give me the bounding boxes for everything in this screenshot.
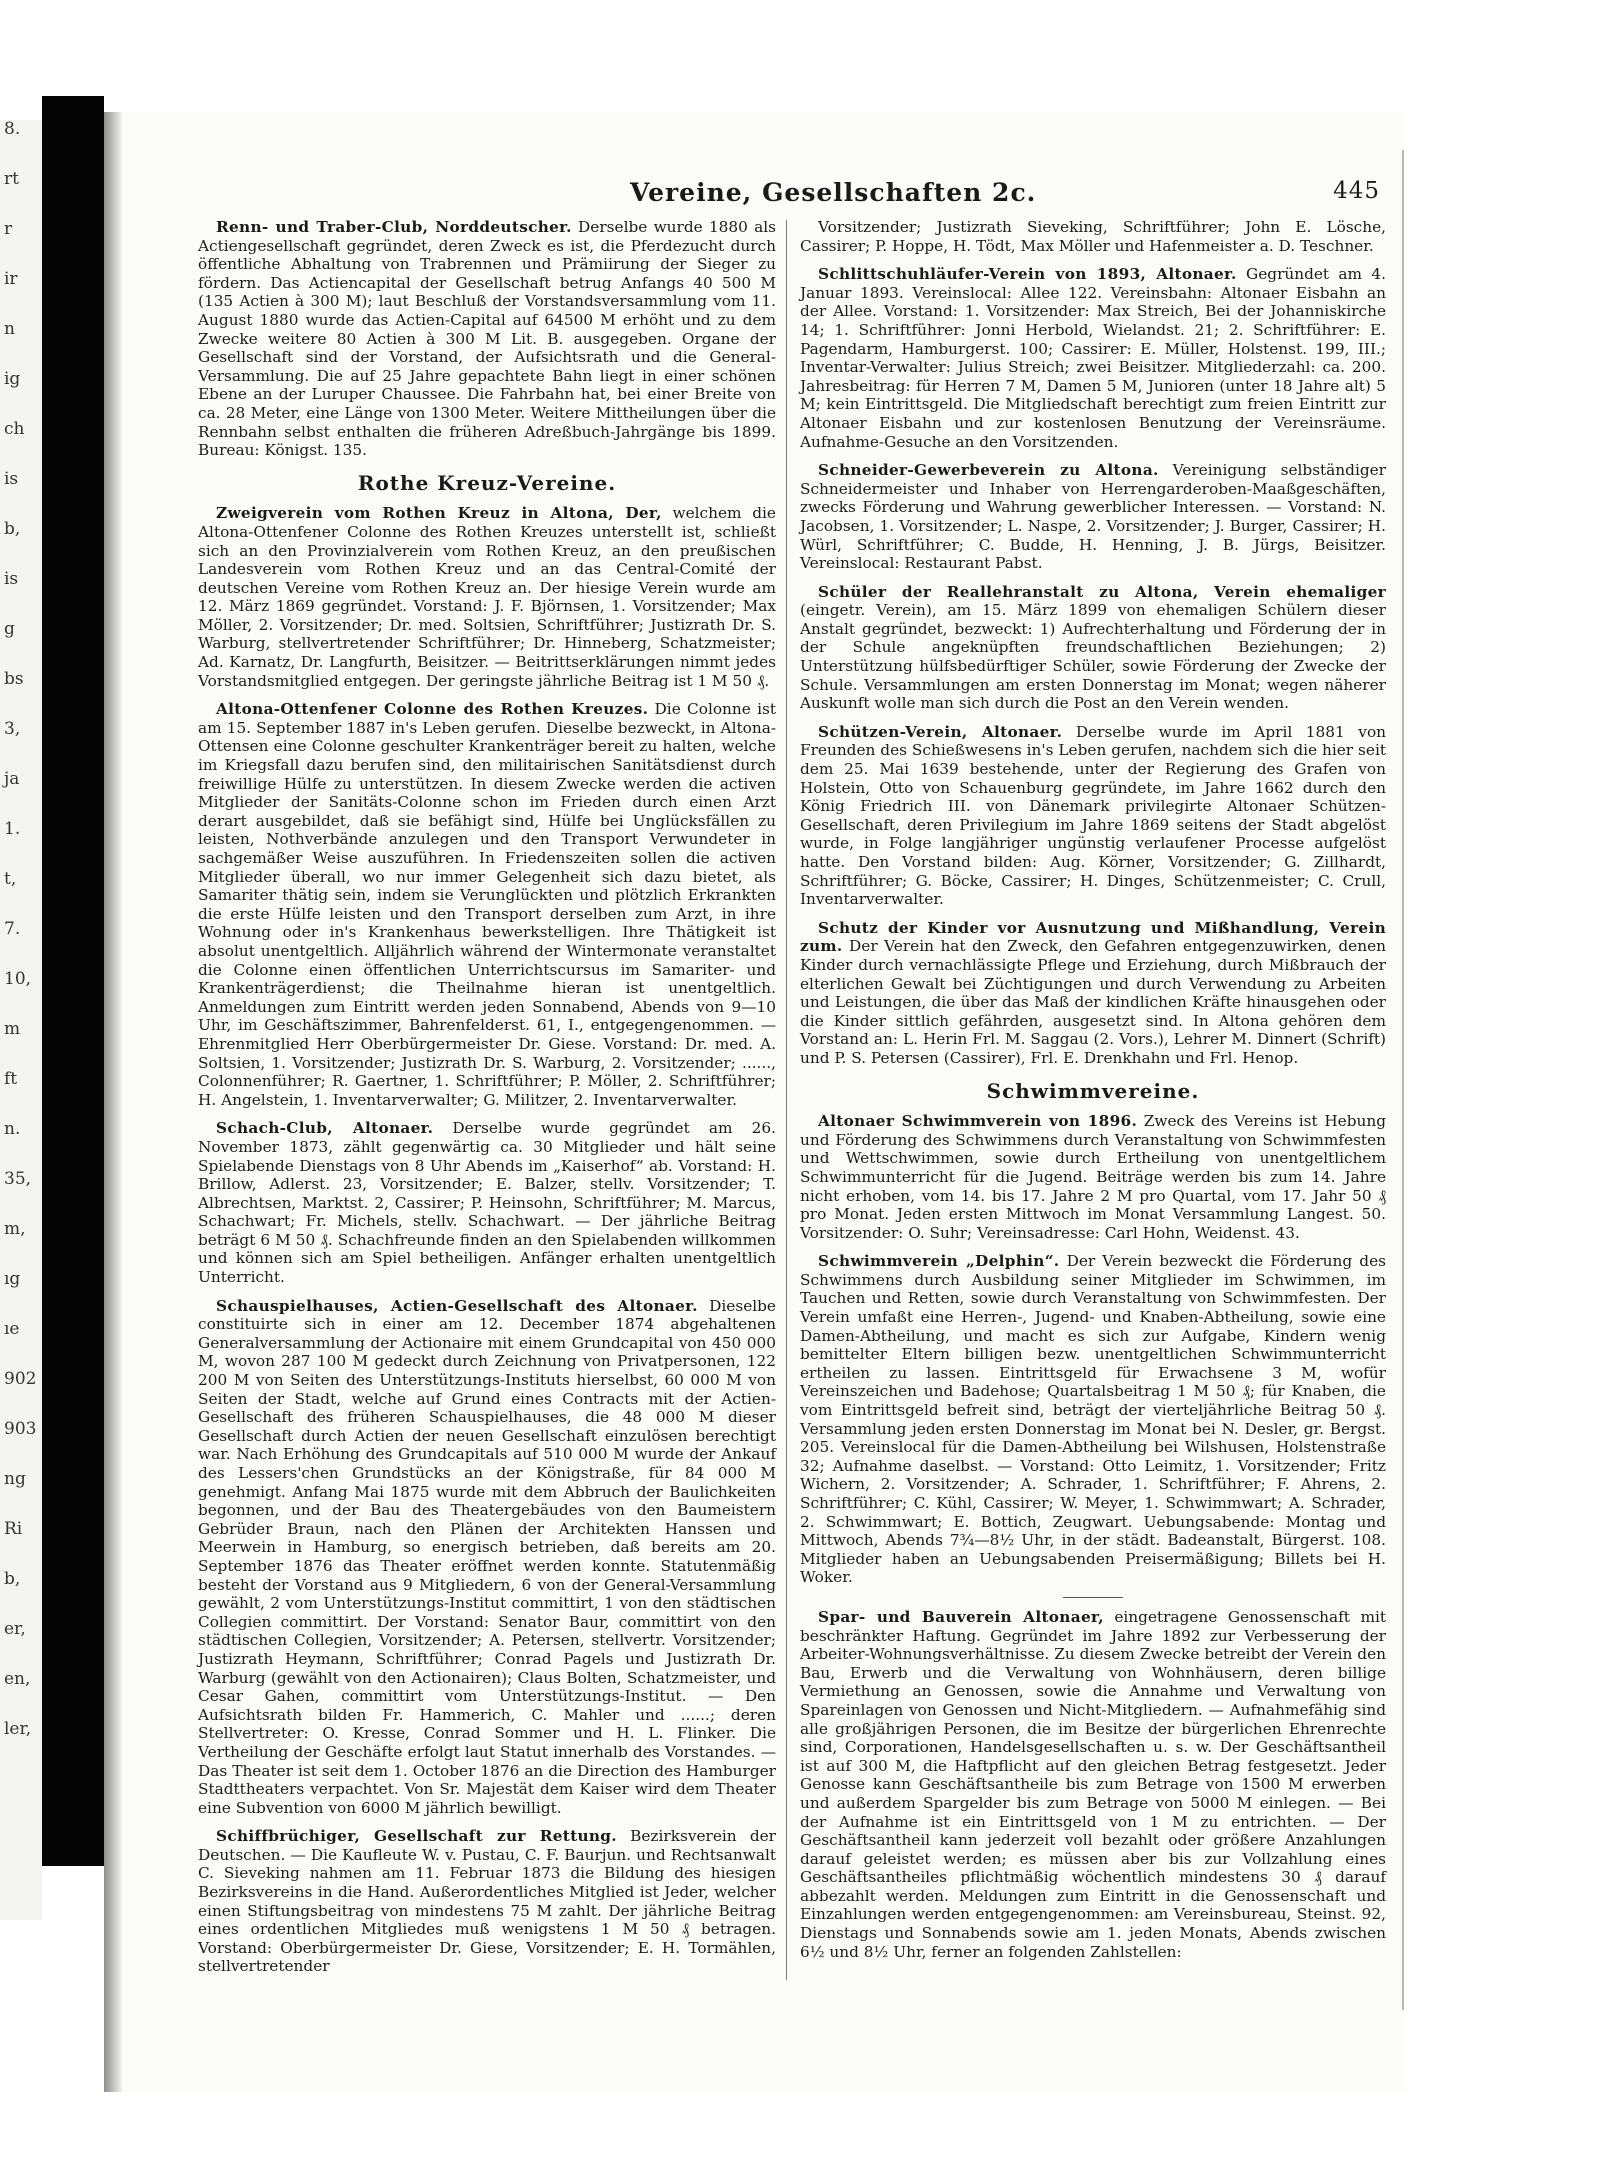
directory-entry [800,919,1386,1068]
entry-text: Vorsitzender; Justizrath Sieveking, Schriftführer; John E. Lösche, Cassirer; P. Hoppe, H. Tödt, Max Möller und Hafenmeister a. D. Teschner. [800,218,1386,255]
entry-text: Dieselbe constituirte sich in einer am 12. December 1874 abgehaltenen Generalversammlung der Actionaire mit einem Grundcapital von 450 000 M, wovon 287 100 M gedeckt durch Zeichnung von Privatpersonen, 122 200 M von Seiten des Unterstützungs-Instituts hierselbst, 60 000 M von Seiten der Stadt, welche auf Grund eines Contracts mit der Actien-Gesellschaft des früheren Schauspielhauses, die 48 000 M dieser Gesellschaft durch Actien der neuen Gesellschaft einzulösen berechtigt war. Nach Erhöhung des Grundcapitals auf 510 000 M wurde der Ankauf des Lessers'chen Grundstücks an der Königstraße, für 84 000 M genehmigt. Anfang Mai 1875 wurde mit dem Abbruch der Baulichkeiten begonnen, und der Bau des Theatergebäudes von den Baumeistern Gebrüder Braun, nach den Plänen der Architekten Hanssen und Meerwein in Hamburg, so energisch betrieben, daß bereits am 20. September 1876 das Theater eröffnet werden konnte. Statutenmäßig besteht der Vorstand aus 9 Mitgliedern, 6 von der General-Versammlung gewählt, 2 vom Unterstützungs-Institut committirt, 1 von den städtischen Collegien committirt. Der Vorstand: Senator Baur, committirt von den städtischen Collegien, Vorsitzender; A. Petersen, stellvertr. Vorsitzender; Justizrath Heymann, Schriftführer; Conrad Pagels und Justizrath Dr. Warburg (gewählt von den Actionairen); Claus Bolten, Schatzmeister, und Cesar Gahen, committirt vom Unterstützungs-Institut. — Den Aufsichtsrath bilden Fr. Hammerich, C. Mahler und ......; deren Stellvertreter: O. Kresse, Conrad Sommer und H. L. Flinker. Die Vertheilung der Geschäfte erfolgt laut Statut innerhalb des Vorstandes. — Das Theater ist seit dem 1. October 1876 an die Direction des Hamburger Stadttheaters verpachtet. Von Sr. Majestät dem Kaiser wird dem Theater eine Subvention von 6000 M jährlich bewilligt. [198,1296,776,1817]
directory-entry [198,504,776,690]
entry-text: Derselbe wurde 1880 als Actiengesellschaft gegründet, deren Zweck es ist, die Pferdezucht durch öffentliche Abhaltung von Trabrennen und Prämiirung der Sieger zu fördern. Das Actiencapital der Gesellschaft betrug Anfangs 40 500 M (135 Actien à 300 M); laut Beschluß der Vorstandsversammlung vom 11. August 1880 wurde das Actien-Capital auf 64500 M erhöht und zu dem Zwecke weitere 80 Actien à 300 M Lit. B. ausgegeben. Organe der Gesellschaft sind der Vorstand, der Aufsichtsrath und die General-Versammlung. Die auf 25 Jahre gepachtete Bahn liegt in einer schönen Ebene an der Luruper Chaussee. Die Fahrbahn hat, bei einer Breite von ca. 28 Meter, eine Länge von 1300 Meter. Weitere Mittheilungen über die Rennbahn selbst enthalten die früheren Adreßbuch-Jahrgänge bis 1899. Bureau: Königst. 135. [198,218,776,460]
margin-fragment: 8. [4,120,21,139]
margin-fragment: 10, [4,969,32,989]
entry-text: Bezirksverein der Deutschen. — Die Kaufleute W. v. Pustau, C. F. Baurjun. und Rechtsanwalt C. Sieveking nahmen am 11. Februar 1873 die Bildung des hiesigen Bezirksvereins in die Hand. Außerordentliches Mitglied ist Jeder, welcher einen Stiftungsbeitrag von mindestens 75 M zahlt. Der jährliche Beitrag eines ordentlichen Mitgliedes muß wenigstens 1 M 50 ₰ betragen. Vorstand: Oberbürgermeister Dr. Giese, Vorsitzender; E. H. Tormählen, stellvertretender [198,1827,776,1976]
margin-fragment: is [4,569,19,589]
directory-entry [198,700,776,1109]
entry-heading: Spar- und Bauverein Altonaer, [818,1607,1104,1626]
margin-fragment: b, [4,519,21,539]
margin-fragment: ig [4,369,21,389]
entry-text: (eingetr. Verein), am 15. März 1899 von ehemaligen Schülern dieser Anstalt gegründet, bezweckt: 1) Aufrechterhaltung und Förderung der in der Schule angeknüpften freundschaftlichen Beziehungen; 2) Unterstützung hülfsbedürftiger Schüler, sowie Förderung der Zwecke der Schule. Versammlungen am ersten Donnerstag im Monat; wegen näherer Auskunft wolle man sich durch die Post an den Verein wenden. [800,601,1386,713]
entry-heading: Schlittschuhläufer-Verein von 1893, Altonaer. [818,265,1237,284]
entry-text: Der Verein bezweckt die Förderung des Schwimmens durch Ausbildung seiner Mitglieder im Schwimmen, im Tauchen und Retten, sowie durch Veranstaltung von Schwimmfesten. Der Verein umfaßt eine Herren-, Jugend- und Knaben-Abtheilung, sowie eine Damen-Abtheilung, und macht es sich zur Aufgabe, Kindern wenig bemittelter Eltern billigen bezw. unentgeltlichen Schwimmunterricht ertheilen zu lassen. Eintrittsgeld für Erwachsene 3 M, wofür Vereinszeichen und Badehose; Quartalsbeitrag 1 M 50 ₰; für Knaben, die vom Eintrittsgeld befreit sind, beträgt der vierteljährliche Beitrag 50 ₰. Versammlung jeden ersten Donnerstag im Monat bei N. Desler, gr. Bergst. 205. Vereinslocal für die Damen-Abtheilung bei Wilshusen, Holstenstraße 32; Aufnahme daselbst. — Vorstand: Otto Leimitz, 1. Vorsitzender; Fritz Wichern, 2. Vorsitzender; A. Schrader, 1. Schriftführer; F. Ahrens, 2. Schriftführer; C. Kühl, Cassirer; W. Meyer, 1. Schwimmwart; A. Schrader, 2. Schwimmwart; E. Bottich, Zeugwart. Uebungsabende: Montag und Mittwoch, Abends 7¾—8½ Uhr, in der städt. Badeanstalt, Bürgerst. 108. Mitglieder haben an Uebungsabenden Preisermäßigung; Billets bei H. Woker. [800,1252,1386,1587]
margin-fragment: n [4,319,15,339]
directory-entry [800,1608,1386,1961]
margin-fragment: Ri [4,1519,23,1539]
entry-heading: Schauspielhauses, Actien-Gesellschaft des Altonaer. [216,1296,698,1315]
entry-text: Die Colonne ist am 15. September 1887 in's Leben gerufen. Dieselbe bezweckt, in Altona-Ottensen eine Colonne geschulter Krankenträger bereit zu halten, welche im Kriegsfall dazu berufen sind, den militairischen Sanitätsdienst durch freiwillige Hülfe zu unterstützen. In diesem Zwecke werden die activen Mitglieder der Sanitäts-Colonne schon im Frieden durch einen Arzt derart ausgebildet, daß sie befähigt sind, Hülfe bei Unglücksfällen zu leisten, Nothverbände anzulegen und den Transport Verwundeter in sachgemäßer Weise auszuführen. In Friedenszeiten sollen die activen Mitglieder überall, wo nur immer Gelegenheit sich dazu bietet, als Samariter thätig sein, indem sie Verunglückten und plötzlich Erkrankten die erste Hülfe leisten und den Transport derselben zum Arzt, in ihre Wohnung oder in's Krankenhaus bewerkstelligen. Ihre Thätigkeit ist absolut unentgeltlich. Alljährlich während der Wintermonate veranstaltet die Colonne einen öffentlichen Unterrichtscursus im Samariter- und Krankenträgerdienst; die Theilnahme hieran ist unentgeltlich. Anmeldungen zum Eintritt werden jeden Sonnabend, Abends von 9—10 Uhr, im Geschäftszimmer, Bahrenfelderst. 61, I., entgegengenommen. — Ehrenmitglied Herr Oberbürgermeister Dr. Giese. Vorstand: Dr. med. A. Soltsien, 1. Vorsitzender; Justizrath Dr. S. Warburg, 2. Vorsitzender; ......, Colonnenführer; R. Gaertner, 1. Schriftführer; P. Möller, 2. Schriftführer; H. Angelstein, 1. Inventarverwalter; G. Militzer, 2. Inventarverwalter. [198,700,776,1109]
margin-fragment: m [4,1019,21,1039]
entry-heading: Schach-Club, Altonaer. [216,1119,434,1138]
directory-entry [800,1252,1386,1587]
page-number: 445 [1333,178,1380,204]
section-rule [1063,1597,1123,1598]
entry-heading: Altona-Ottenfener Colonne des Rothen Kreuzes. [216,700,649,719]
margin-fragment: 903 [4,1419,37,1439]
margin-fragment: g [4,619,15,639]
margin-fragment: b, [4,1569,21,1589]
entry-heading: Schwimmverein „Delphin“. [818,1252,1060,1271]
directory-entry [800,583,1386,713]
directory-entry [800,218,1386,255]
directory-entry [800,1112,1386,1242]
entry-text: Gegründet am 4. Januar 1893. Vereinslocal: Allee 122. Vereinsbahn: Altonaer Eisbahn an der Allee. Vorstand: 1. Vorsitzender: Max Streich, Bei der Johanniskirche 14; 1. Schriftführer: Jonni Herbold, Wielandst. 21; 2. Schriftführer: E. Pagendarm, Hamburgerst. 100; Cassirer: E. Müller, Holstenst. 199, III.; Inventar-Verwalter: Julius Streich; zwei Beisitzer. Mitgliederzahl: ca. 200. Jahresbeitrag: für Herren 7 M, Damen 5 M, Junioren (unter 18 Jahre alt) 5 M; kein Eintrittsgeld. Die Mitgliedschaft berechtigt zum freien Eintritt zur Altonaer Eisbahn und zur kostenlosen Benutzung der Vereinsräume. Aufnahme-Gesuche an den Vorsitzenden. [800,265,1386,451]
entry-text: eingetragene Genossenschaft mit beschränkter Haftung. Gegründet im Jahre 1892 zur Verbesserung der Arbeiter-Wohnungsverhältnisse. Zu diesem Zwecke betreibt der Verein den Bau, Erwerb und die Verwaltung von Wohnhäusern, deren billige Vermiethung an Genossen, sowie die Annahme und Verwaltung von Spareinlagen von Genossen und Nicht-Mitgliedern. — Aufnahmefähig sind alle großjährigen Personen, die im Besitze der bürgerlichen Ehrenrechte sind, Corporationen, Handelsgesellschaften u. s. w. Der Geschäftsantheil ist auf 300 M, die Haftpflicht auf den gleichen Betrag festgesetzt. Jeder Genosse kann Geschäftsantheile bis zum Betrage von 1500 M erwerben und außerdem Spargelder bis zum Betrage von 5000 M einlegen. — Bei der Aufnahme ist ein Eintrittsgeld von 1 M zu entrichten. — Der Geschäftsantheil kann jederzeit voll bezahlt oder größere Anzahlungen darauf geleistet werden; es müssen aber bis zur Vollzahlung eines Geschäftsantheiles pflichtmäßig wöchentlich mindestens 30 ₰ darauf abbezahlt werden. Meldungen zum Eintritt in die Genossenschaft und Einzahlungen werden entgegengenommen: am Vereinsbureau, Steinst. 92, Dienstags und Sonnabends sowie am 1. jeden Monats, Abends zwischen 6½ und 8½ Uhr, ferner an folgenden Zahlstellen: [800,1607,1386,1961]
entry-text: Der Verein hat den Zweck, den Gefahren entgegenzuwirken, denen Kinder durch vernachlässigte Pflege und Erziehung, durch Mißbrauch der elterlichen Gewalt bei Züchtigungen und durch Verwendung zu Arbeiten und Leistungen, die über das Maß der kindlichen Kräfte hinausgehen oder die Kinder sittlich gefährden, ausgesetzt sind. In Altona gehören dem Vorstand an: L. Herin Frl. M. Saggau (2. Vors.), Lehrer M. Dinnert (Schrift) und P. S. Petersen (Cassirer), Frl. E. Drenkhahn und Frl. Henop. [800,937,1386,1067]
margin-fragment: 35, [4,1169,32,1189]
margin-fragment: 902 [4,1369,37,1389]
previous-page-margin [0,120,42,1920]
directory-entry [198,1827,776,1976]
entry-heading: Renn- und Traber-Club, Norddeutscher. [216,218,572,236]
margin-fragment: rt [4,169,19,189]
column-divider [786,220,787,1980]
margin-fragment: t, [4,869,17,889]
margin-fragment: is [4,469,19,489]
directory-entry [198,218,776,460]
margin-fragment: n. [4,1119,21,1139]
margin-fragment: en, [4,1669,31,1689]
entry-text: Zweck des Vereins ist Hebung und Förderung des Schwimmens durch Veranstaltung von Schwimmfesten und Wettschwimmen, sowie durch Ertheilung von unentgeltlichem Schwimmunterricht für die Jugend. Beiträge werden bis zum 14. Jahre nicht erhoben, vom 14. bis 17. Jahre 2 M pro Quartal, vom 17. Jahr 50 ₰ pro Monat. Jeden ersten Mittwoch im Monat Versammlung Langest. 50. Vorsitzender: O. Suhr; Vereinsadresse: Carl Hohn, Weidenst. 43. [800,1112,1386,1242]
margin-fragment: 7. [4,919,21,939]
section-heading: Rothe Kreuz-Vereine. [357,470,617,495]
directory-entry [800,723,1386,909]
margin-fragment: ng [4,1469,26,1489]
entry-heading: Altonaer Schwimmverein von 1896. [818,1112,1138,1131]
left-column [198,218,776,1986]
margin-fragment: ıg [4,1269,21,1289]
directory-entry [198,1119,776,1286]
entry-heading: Schneider-Gewerbeverein zu Altona. [818,461,1159,480]
directory-entry [800,265,1386,451]
entry-heading: Schützen-Verein, Altonaer. [818,722,1063,741]
margin-fragment: ir [4,269,18,289]
margin-fragment: m, [4,1219,26,1239]
entry-text: Derselbe wurde gegründet am 26. November 1873, zählt gegenwärtig ca. 30 Mitglieder und hält seine Spielabende Dienstags von 8 Uhr Abends im „Kaiserhof“ ab. Vorstand: H. Brillow, Adlerst. 23, Vorsitzender; E. Balzer, stellv. Vorsitzender; T. Albrechtsen, Marktst. 2, Cassirer; P. Heinsohn, Schriftführer; M. Marcus, Schachwart; Fr. Michels, stellv. Schachwart. — Der jährliche Beitrag beträgt 6 M 50 ₰. Schachfreunde finden an den Spielabenden willkommen und können sich am Spiel betheiligen. Anfänger erhalten unentgeltlich Unterricht. [198,1119,777,1287]
directory-entry [198,1297,776,1818]
entry-heading: Schiffbrüchiger, Gesellschaft zur Rettung. [216,1827,617,1846]
margin-fragment: 3, [4,719,21,739]
directory-entry [800,461,1386,573]
entry-text: Vereinigung selbständiger Schneidermeister und Inhaber von Herrengarderoben-Maaßgeschäften, zwecks Förderung und Wahrung gewerblicher Interessen. — Vorstand: N. Jacobsen, 1. Vorsitzender; L. Naspe, 2. Vorsitzender; J. Burger, Cassirer; H. Würl, Schriftführer; C. Budde, H. Henning, J. B. Jürgs, Beisitzer. Vereinslocal: Restaurant Pabst. [800,461,1386,573]
entry-heading: Schüler der Reallehranstalt zu Altona, Verein ehemaliger [818,582,1386,601]
section-heading: Schwimmvereine. [986,1078,1200,1103]
margin-fragment: ja [4,769,20,789]
entry-text: welchem die Altona-Ottenfener Colonne des Rothen Kreuzes unterstellt ist, schließt sich an den Provinzialverein vom Rothen Kreuz, an den preußischen Landesverein vom Rothen Kreuz und an das Central-Comité der deutschen Vereine vom Rothen Kreuz an. Der hiesige Verein wurde am 12. März 1869 gegründet. Vorstand: J. F. Björnsen, 1. Vorsitzender; Max Möller, 2. Vorsitzender; Dr. med. Soltsien, Schriftführer; Justizrath Dr. S. Warburg, stellvertretender Schriftführer; Dr. Hinneberg, Schatzmeister; Ad. Karnatz, Dr. Langfurth, Beisitzer. — Beitrittserklärungen nimmt jedes Vorstandsmitglied entgegen. Der geringste jährliche Beitrag ist 1 M 50 ₰. [198,504,776,690]
page-title: Vereine, Gesellschaften 2c. [630,178,1037,207]
page-gutter-shadow [104,112,122,2092]
entry-text: Derselbe wurde im April 1881 von Freunden des Schießwesens in's Leben gerufen, nachdem sich die hier seit dem 25. Mai 1639 bestehende, unter der Regierung des Grafen von Holstein, Otto von Schauenburg gegründete, im Jahre 1662 durch den König Friedrich III. von Dänemark privilegirte Altonaer Schützen-Gesellschaft, deren Privilegium im Jahre 1869 seitens der Stadt abgelöst wurde, in Folge langjähriger ungünstig verlaufener Processe aufgelöst hatte. Den Vorstand bilden: Aug. Körner, Vorsitzender; G. Zillhardt, Schriftführer; G. Böcke, Cassirer; H. Dinges, Schützenmeister; C. Crull, Inventarverwalter. [800,722,1387,909]
margin-fragment: ler, [4,1719,32,1739]
page-right-border [1402,150,1404,2010]
margin-fragment: 1. [4,819,21,839]
margin-fragment: er, [4,1619,26,1639]
margin-fragment: ch [4,419,25,439]
entry-heading: Zweigverein vom Rothen Kreuz in Altona, Der, [216,504,662,523]
scanner-shadow [42,96,104,1866]
margin-fragment: ıe [4,1319,20,1339]
margin-fragment: r [4,219,13,239]
margin-fragment: ft [4,1069,18,1089]
entry-heading: Schutz der Kinder vor Ausnutzung und Mißhandlung, Verein zum. [800,918,1386,956]
margin-fragment: bs [4,669,24,689]
right-column [800,218,1386,1971]
